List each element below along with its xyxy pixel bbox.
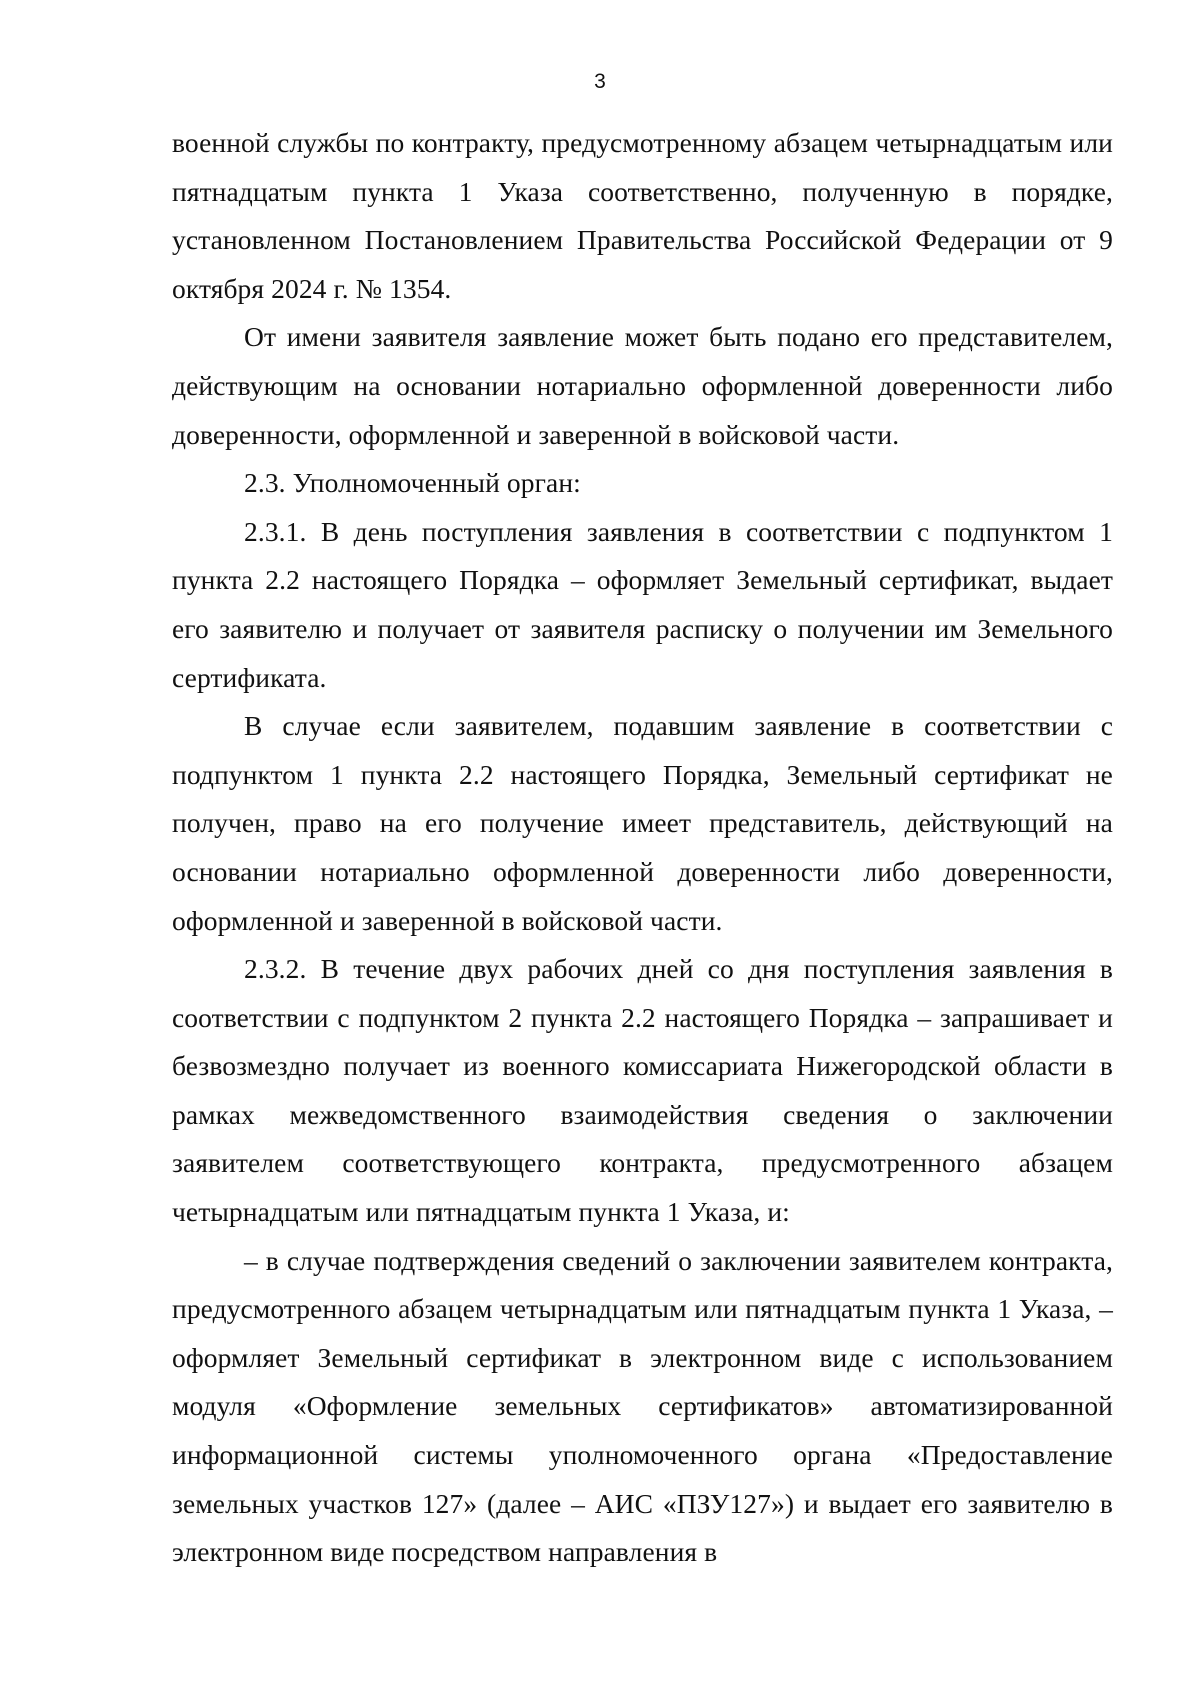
document-body [172,119,1113,1577]
paragraph-continuation: военной службы по контракту, предусмотренному абзацем четырнадцатым или пятнадцатым пункта 1 Указа соответственно, полученную в порядке, установленном Постановлением Правительства Российской Федерации от 9 октября 2024 г. № 1354. [172,127,1113,304]
paragraph-2-3-2: 2.3.2. В течение двух рабочих дней со дня поступления заявления в соответствии с подпунктом 2 пункта 2.2 настоящего Порядка – запрашивает и безвозмездно получает из военного комиссариата Нижегородской области в рамках межведомственного взаимодействия сведения о заключении заявителем соответствующего контракта, предусмотренного абзацем четырнадцатым или пятнадцатым пункта 1 Указа, и: [172,953,1113,1228]
page-number: 3 [594,70,606,93]
list-item-confirmation: – в случае подтверждения сведений о заключении заявителем контракта, предусмотренного абзацем четырнадцатым или пятнадцатым пункта 1 Указа, – оформляет Земельный сертификат в электронном виде с использованием модуля «Оформление земельных сертификатов» автоматизированной информационной системы уполномоченного органа «Предоставление земельных участков 127» (далее – АИС «ПЗУ127») и выдает его заявителю в электронном виде посредством направления в [172,1244,1113,1568]
paragraph-representative: От имени заявителя заявление может быть подано его представителем, действующим на основании нотариально оформленной доверенности либо доверенности, оформленной и заверенной в войсковой части. [172,321,1113,450]
paragraph-2-3-1: 2.3.1. В день поступления заявления в соответствии с подпунктом 1 пункта 2.2 настоящего Порядка – оформляет Земельный сертификат, выдает его заявителю и получает от заявителя расписку о получении им Земельного сертификата. [172,515,1113,693]
paragraph-certificate-not-received: В случае если заявителем, подавшим заявление в соответствии с подпунктом 1 пункта 2.2 настоящего Порядка, Земельный сертификат не получен, право на его получение имеет представитель, действующий на основании нотариально оформленной доверенности либо доверенности, оформленной и заверенной в войсковой части. [172,710,1113,936]
section-heading-2-3: 2.3. Уполномоченный орган: [244,467,581,499]
